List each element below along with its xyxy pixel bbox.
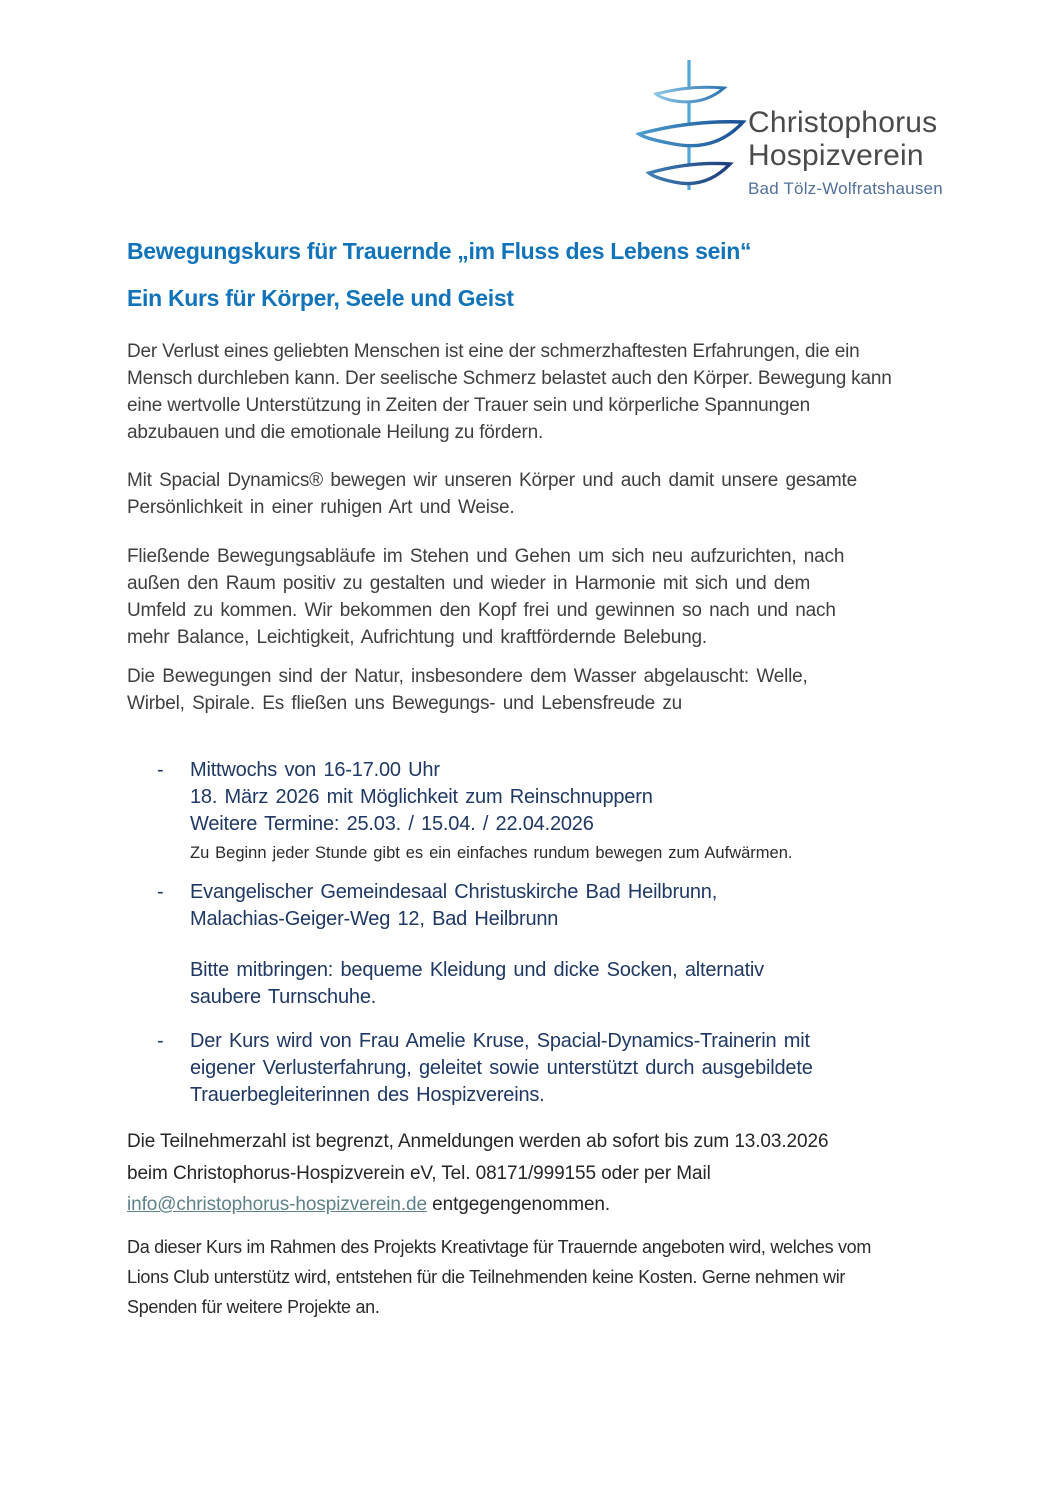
spacer: [190, 933, 941, 957]
text-line: abzubauen und die emotionale Heilung zu fördern.: [127, 422, 544, 443]
logo-org-name-line2: Hospizverein: [748, 139, 924, 172]
course-subtitle: Ein Kurs für Körper, Seele und Geist: [127, 285, 514, 311]
intro-paragraph: [127, 338, 941, 446]
text-line: Der Kurs wird von Frau Amelie Kruse, Spacial-Dynamics-Trainerin mit: [190, 1030, 810, 1052]
text-line: Wirbel, Spirale. Es fließen uns Bewegungs- und Lebensfreude zu: [127, 693, 683, 714]
list-item-trainer: [127, 1028, 941, 1109]
text-line: Umfeld zu kommen. Wir bekommen den Kopf frei und gewinnen so nach und nach: [127, 600, 836, 621]
text-line: Persönlichkeit in einer ruhigen Art und Weise.: [127, 497, 515, 518]
logo-org-name-line1: Christophorus: [748, 106, 938, 139]
text-line: Malachias-Geiger-Weg 12, Bad Heilbrunn: [190, 908, 559, 930]
text-line: Mittwochs von 16-17.00 Uhr: [190, 759, 440, 781]
bullet-dash: -: [157, 1030, 164, 1052]
text-line: saubere Turnschuhe.: [190, 986, 377, 1008]
text-line: Spenden für weitere Projekte an.: [127, 1297, 380, 1317]
text-line: Trauerbegleiterinnen des Hospizvereins.: [190, 1084, 545, 1106]
text-line: Mit Spacial Dynamics® bewegen wir unseren Körper und auch damit unsere gesamte: [127, 470, 858, 491]
text-line: Lions Club unterstütz wird, entstehen für die Teilnehmenden keine Kosten. Gerne nehmen wir: [127, 1267, 846, 1287]
course-title: Bewegungskurs für Trauernde „im Fluss des Lebens sein“: [127, 238, 752, 264]
warmup-note: Zu Beginn jeder Stunde gibt es ein einfaches rundum bewegen zum Aufwärmen.: [190, 844, 793, 862]
bullet-dash: -: [157, 881, 164, 903]
text-line: eine wertvolle Unterstützung in Zeiten der Trauer sein und körperliche Spannungen: [127, 395, 810, 416]
registration-paragraph: [127, 1126, 941, 1221]
text-line: Fließende Bewegungsabläufe im Stehen und Gehen um sich neu aufzurichten, nach: [127, 546, 845, 567]
text-line: mehr Balance, Leichtigkeit, Aufrichtung und kraftfördernde Belebung.: [127, 627, 707, 648]
text-line: 18. März 2026 mit Möglichkeit zum Reinschnuppern: [190, 786, 653, 808]
nature-paragraph: [127, 663, 941, 717]
text-line: Die Teilnehmerzahl ist begrenzt, Anmeldungen werden ab sofort bis zum 13.03.2026: [127, 1131, 829, 1152]
text-line: Weitere Termine: 25.03. / 15.04. / 22.04.2026: [190, 813, 594, 835]
text-line: Bitte mitbringen: bequeme Kleidung und dicke Socken, alternativ: [190, 959, 764, 981]
logo-text: [748, 106, 943, 199]
movement-paragraph: [127, 543, 941, 651]
list-item-schedule: [127, 757, 941, 865]
hospizverein-logo-icon: [636, 58, 748, 192]
text-line: [127, 1189, 941, 1221]
text-after-link: entgegengenommen.: [427, 1194, 611, 1215]
text-line: außen den Raum positiv zu gestalten und wieder in Harmonie mit sich und dem: [127, 573, 811, 594]
email-link[interactable]: info@christophorus-hospizverein.de: [127, 1194, 427, 1215]
text-line: Mensch durchleben kann. Der seelische Schmerz belastet auch den Körper. Bewegung kann: [127, 368, 892, 389]
list-item-location: [127, 879, 941, 1011]
logo-region: Bad Tölz-Wolfratshausen: [748, 179, 943, 198]
text-line: Da dieser Kurs im Rahmen des Projekts Kreativtage für Trauernde angeboten wird, welches vom: [127, 1237, 872, 1257]
text-line: beim Christophorus-Hospizverein eV, Tel. 08171/999155 oder per Mail: [127, 1162, 711, 1184]
logo: [636, 58, 943, 198]
funding-note-paragraph: [127, 1232, 941, 1322]
text-line: Die Bewegungen sind der Natur, insbesondere dem Wasser abgelauscht: Welle,: [127, 666, 808, 687]
text-line: Evangelischer Gemeindesaal Christuskirche Bad Heilbrunn,: [190, 881, 718, 903]
text-line: eigener Verlusterfahrung, geleitet sowie unterstützt durch ausgebildete: [190, 1057, 813, 1079]
bullet-dash: -: [157, 759, 164, 781]
text-line: Der Verlust eines geliebten Menschen ist eine der schmerzhaftesten Erfahrungen, die ein: [127, 341, 860, 362]
spacial-dynamics-paragraph: [127, 467, 941, 521]
